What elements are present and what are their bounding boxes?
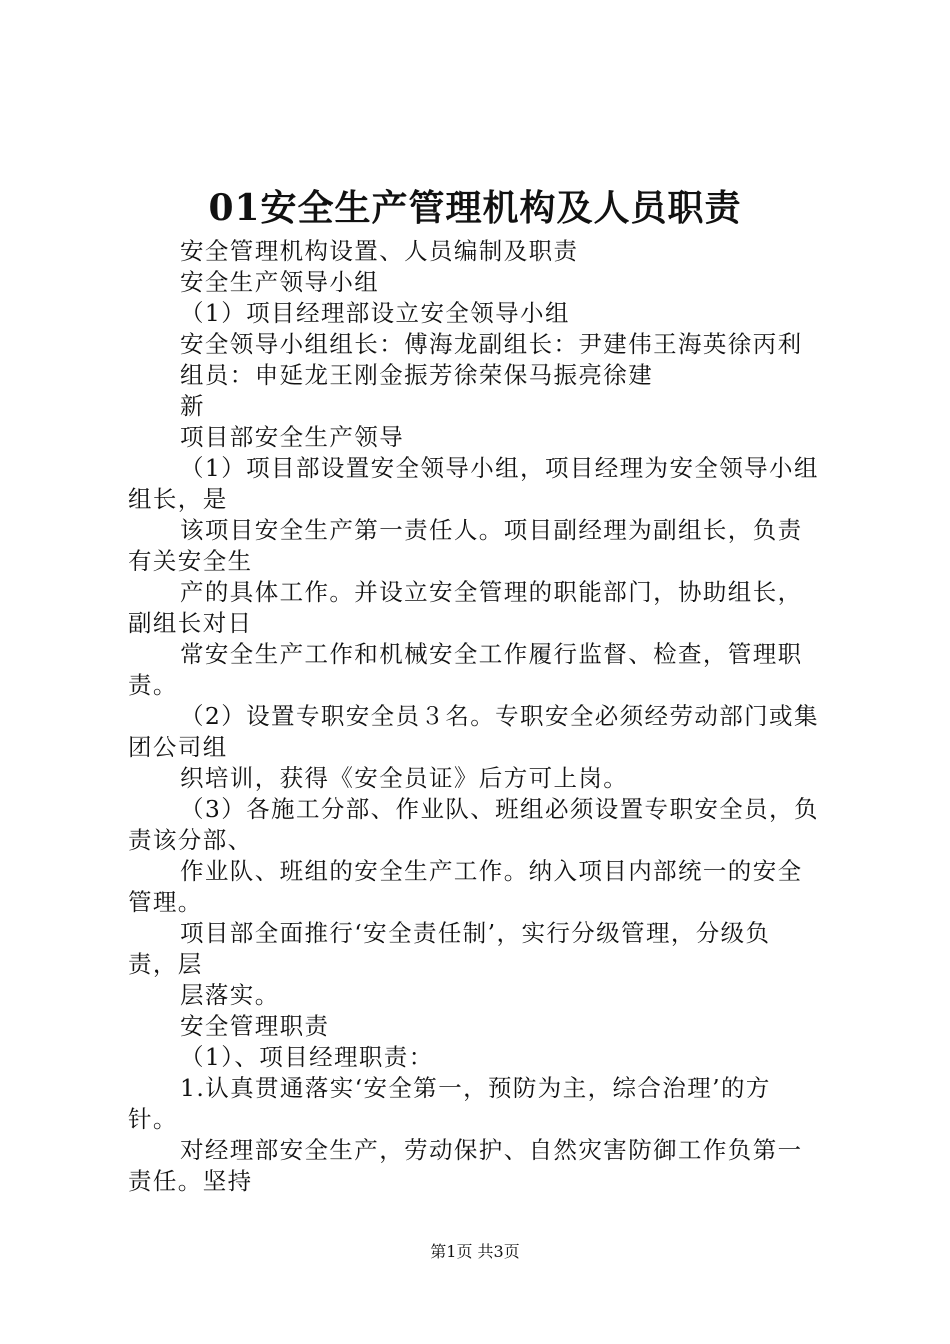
text-line: 安全生产领导小组 — [180, 268, 380, 296]
text-line: 项目部安全生产领导 — [180, 423, 405, 451]
text-line: 层落实。 — [180, 981, 280, 1009]
page-footer: 第1页 共3页 — [430, 1242, 520, 1261]
text-line: 针。 — [128, 1105, 178, 1133]
text-line: 产的具体工作。并设立安全管理的职能部门，协助组长， — [180, 578, 803, 606]
text-line: 1.认真贯通落实‘安全第一，预防为主，综合治理’的方 — [180, 1074, 771, 1102]
text-line: 作业队、班组的安全生产工作。纳入项目内部统一的安全 — [180, 857, 803, 885]
text-line: （2）设置专职安全员３名。专职安全必须经劳动部门或集 — [180, 702, 819, 730]
text-line: 项目部全面推行‘安全责任制’，实行分级管理，分级负 — [180, 919, 771, 947]
text-line: （3）各施工分部、作业队、班组必须设置专职安全员，负 — [180, 795, 819, 823]
text-line: 常安全生产工作和机械安全工作履行监督、检查，管理职 — [180, 640, 803, 668]
text-line: 对经理部安全生产，劳动保护、自然灾害防御工作负第一 — [180, 1136, 803, 1164]
text-line: 有关安全生 — [128, 547, 253, 575]
text-line: 安全管理机构设置、人员编制及职责 — [180, 237, 579, 265]
text-line: （1）项目经理部设立安全领导小组 — [180, 299, 570, 327]
text-line: 组长，是 — [128, 485, 228, 513]
text-line: 管理。 — [128, 888, 203, 916]
text-line: 安全领导小组组长：傅海龙副组长：尹建伟王海英徐丙利 — [180, 330, 803, 358]
text-line: 团公司组 — [128, 733, 228, 761]
document-title: 01安全生产管理机构及人员职责 — [208, 187, 742, 229]
text-line: 该项目安全生产第一责任人。项目副经理为副组长，负责 — [180, 516, 803, 544]
text-line: 责任。坚持 — [128, 1167, 253, 1195]
text-line: 责。 — [128, 671, 178, 699]
text-line: 织培训，获得《安全员证》后方可上岗。 — [180, 764, 629, 792]
text-line: 组员：申延龙王刚金振芳徐荣保马振亮徐建 — [180, 361, 654, 389]
text-line: 副组长对日 — [128, 609, 253, 637]
text-line: （1）项目部设置安全领导小组，项目经理为安全领导小组 — [180, 454, 819, 482]
text-line: 安全管理职责 — [180, 1012, 330, 1040]
text-line: 责，层 — [128, 950, 203, 978]
text-line: （1）、项目经理职责： — [180, 1043, 434, 1071]
text-line: 新 — [180, 392, 205, 420]
text-line: 责该分部、 — [128, 826, 253, 854]
